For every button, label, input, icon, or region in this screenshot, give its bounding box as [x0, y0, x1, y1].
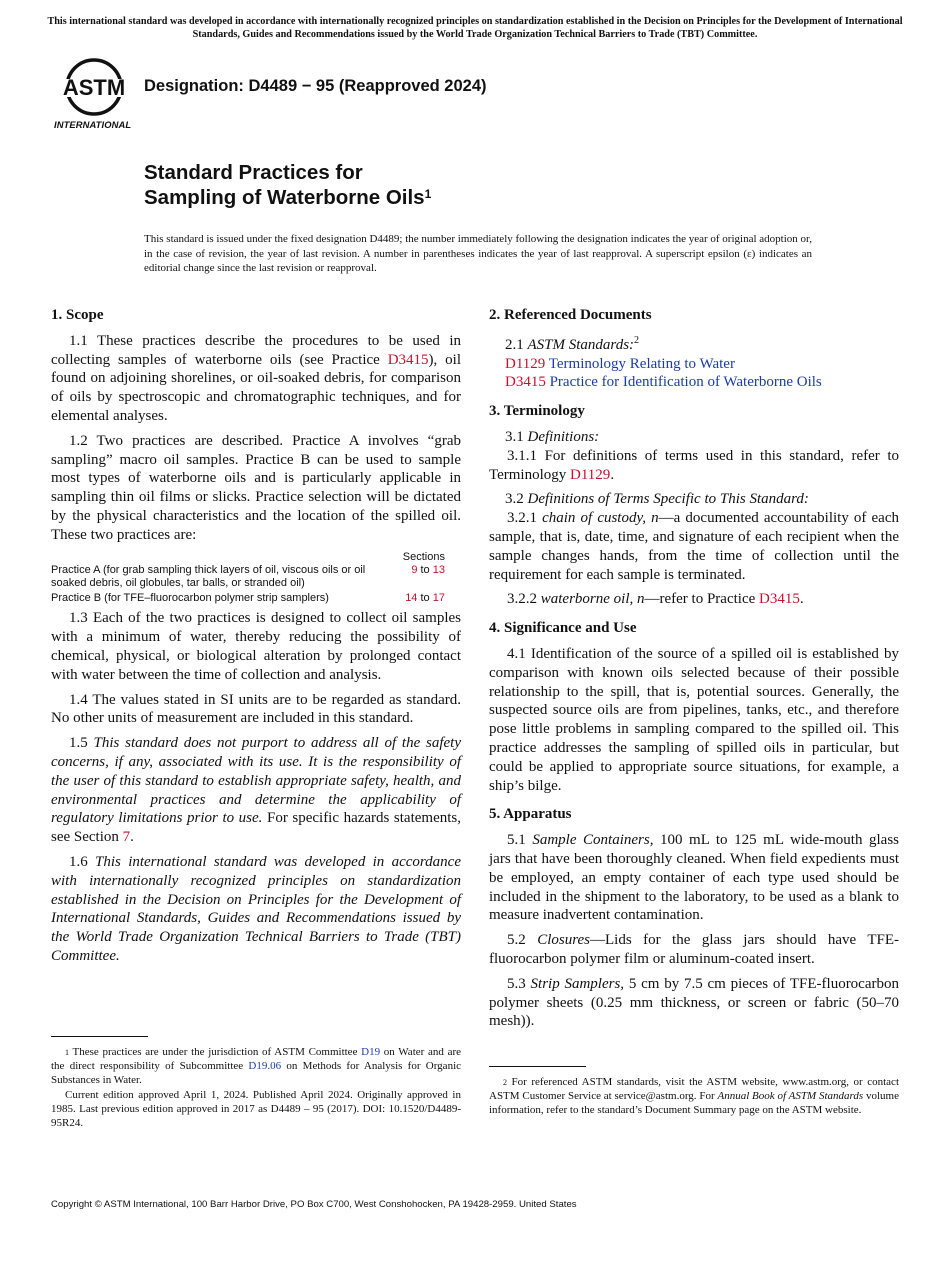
- para-5-1: 5.1 Sample Containers, 100 mL to 125 mL wide-mouth glass jars that have been thoroughly cleaned. When field expedients must be employed, an empty container of each type used should be included in the shipment to the laboratory, to be used as a blank to measure inadvertent contamination.: [489, 832, 900, 924]
- link-d19-06[interactable]: D19.06: [248, 1059, 282, 1072]
- logo-letters: ASTM: [62, 75, 126, 100]
- link-section-17[interactable]: 17: [432, 592, 445, 605]
- section-heading-scope: 1. Scope: [51, 307, 104, 323]
- section-heading-referenced-documents: 2. Referenced Documents: [489, 307, 652, 323]
- para-1-6: 1.6 This international standard was developed in accordance with internationally recognized principles on standardization established in the Decision on Principles for the Development of International Standards, Guides and Recommendations issued by the World Trade Organization Technical Barriers to Trade (TBT) Committee.: [51, 853, 461, 964]
- link-d19[interactable]: D19: [361, 1046, 381, 1058]
- para-3-2-1: 3.2.1 chain of custody, n—a documented accountability of each sample, that is, date, time, and signature of each recipient when the sample changes hands, from the time of collection until the requirement for each sample is terminated.: [489, 510, 899, 583]
- link-d1129[interactable]: D1129: [570, 466, 611, 483]
- practices-table-header: Sections: [402, 550, 445, 563]
- tbt-notice: This international standard was developed in accordance with internationally recognized principles on standardization established in the Decision on Principles for the Development of International Standards, Guides and Recommendations issued by the World Trade Organization Technical Barriers to Trade (TBT) Committee.: [47, 16, 903, 40]
- section-heading-significance: 4. Significance and Use: [489, 620, 637, 637]
- link-section-14[interactable]: 14: [405, 592, 418, 605]
- title-footnote-mark: 1: [424, 187, 432, 201]
- left-column: [51, 306, 461, 972]
- footnote-1: $^1$ These practices are under the jurisdiction of ASTM Committee D19 on Water and are the direct responsibility of Subcommittee D19.06 on Methods for Analysis for Organic Substances in Water. Current edition approved April 1, 2024. Published April 2024. Originally approved in 1985. Last previous edition approved in 2017 as D4489 – 95 (2017). DOI: 10.1520/D4489-95R24.: [51, 1046, 462, 1129]
- link-section-9[interactable]: 9: [411, 563, 418, 576]
- copyright: Copyright © ASTM International, 100 Barr Harbor Drive, PO Box C700, West Conshohocken, PA 19428-2959. United States: [51, 1199, 577, 1210]
- para-1-5: 1.5 This standard does not purport to address all of the safety concerns, if any, associated with its use. It is the responsibility of the user of this standard to establish appropriate safety, health, and environmental practices and determine the applicability of regulatory limitations prior to use. For specific hazards statements, see Section 7.: [51, 735, 462, 846]
- practice-a-row: Practice A (for grab sampling thick layers of oil, viscous oils or oil soaked debris, oil globules, tar balls, or stranded oil) 9 to 13: [51, 563, 445, 589]
- para-1-1: 1.1 These practices describe the procedures to be used in collecting samples of waterborne oils (see Practice D3415), oil found on adjoining shorelines, or oil-soaked debris, for comparison of oils by spectroscopic and chromatographic techniques, and for elemental analyses.: [51, 332, 461, 424]
- para-3-1-1: 3.1.1 For definitions of terms used in this standard, refer to Terminology D1129.: [489, 447, 899, 483]
- practice-b-row: Practice B (for TFE–fluorocarbon polymer strip samplers) 14 to 17: [51, 592, 445, 605]
- right-column: [489, 306, 899, 1037]
- section-heading-terminology: 3. Terminology: [489, 403, 585, 420]
- para-1-2: 1.2 Two practices are described. Practice A involves “grab sampling” macro oil samples. Practice B can be used to sample most types of waterborne oils and is particularly applicable in sampling thin oil films or slicks. Practice selection will be dictated by the physical characteristics and the location of the spilled oil. These two practices are:: [51, 432, 461, 543]
- title-line-1: Standard Practices for: [144, 161, 363, 184]
- link-d3415-2[interactable]: D3415: [759, 591, 800, 608]
- para-5-2: 5.2 Closures—Lids for the glass jars should have TFE-fluorocarbon polymer film or aluminum-coated insert.: [489, 932, 899, 967]
- para-3-1: 3.1 Definitions:: [505, 428, 600, 445]
- document-title: [144, 160, 431, 210]
- para-2-1: 2.1 ASTM Standards:$^2$: [505, 334, 640, 353]
- link-d3415[interactable]: D3415: [387, 351, 429, 368]
- practices-table: [51, 551, 461, 606]
- section-heading-apparatus: 5. Apparatus: [489, 806, 572, 823]
- para-1-3: 1.3 Each of the two practices is designed to collect oil samples with a minimum of water, thereby reducing the possibility of chemical, physical, or biological alteration by prolonged contact with water between the time of collection and analysis.: [51, 610, 461, 683]
- designation: Designation: D4489 − 95 (Reapproved 2024): [144, 77, 487, 95]
- footnote-rule-right: [489, 1066, 586, 1067]
- link-section-7[interactable]: 7: [122, 829, 131, 846]
- para-4-1: 4.1 Identification of the source of a spilled oil is established by comparison with known oils selected because of their possible relationship to the spill, that is, potential sources. Generally, the suspected source oils are from pipelines, tanks, etc., and therefore pose little problems in sampling compared to the spilled oil. This practice addresses the sampling of spilled oils in particular, but could be applied to appropriate source situations, for example, a ship’s bilge.: [489, 645, 899, 794]
- ref-d3415[interactable]: D3415 Practice for Identification of Waterborne Oils: [505, 374, 822, 391]
- para-3-2-2: 3.2.2 waterborne oil, n—refer to Practice D3415.: [507, 591, 804, 608]
- para-3-2: 3.2 Definitions of Terms Specific to This Standard:: [505, 491, 809, 508]
- link-section-13[interactable]: 13: [432, 563, 445, 576]
- title-line-2: Sampling of Waterborne Oils$^1$: [144, 186, 432, 209]
- para-5-3: 5.3 Strip Samplers, 5 cm by 7.5 cm pieces of TFE-fluorocarbon polymer sheets (0.25 mm thickness, or screen or fabric (50–70 mesh)).: [489, 975, 899, 1030]
- issuance-statement: This standard is issued under the fixed designation D4489; the number immediately following the designation indicates the year of original adoption or, in the case of revision, the year of last revision. A number in parentheses indicates the year of last reapproval. A superscript epsilon (ε) indicates an editorial change since the last revision or reapproval.: [144, 233, 812, 275]
- footnote-rule-left: [51, 1036, 148, 1037]
- ref-d1129[interactable]: D1129 Terminology Relating to Water: [505, 355, 735, 372]
- para-1-4: 1.4 The values stated in SI units are to be regarded as standard. No other units of measurement are included in this standard.: [51, 691, 461, 727]
- logo-word: INTERNATIONAL: [54, 119, 132, 130]
- footnote-2: $^2$ For referenced ASTM standards, visit the ASTM website, www.astm.org, or contact ASTM Customer Service at service@astm.org. For Annual Book of ASTM Standards volume information, refer to the standard’s Document Summary page on the ASTM website.: [489, 1076, 899, 1116]
